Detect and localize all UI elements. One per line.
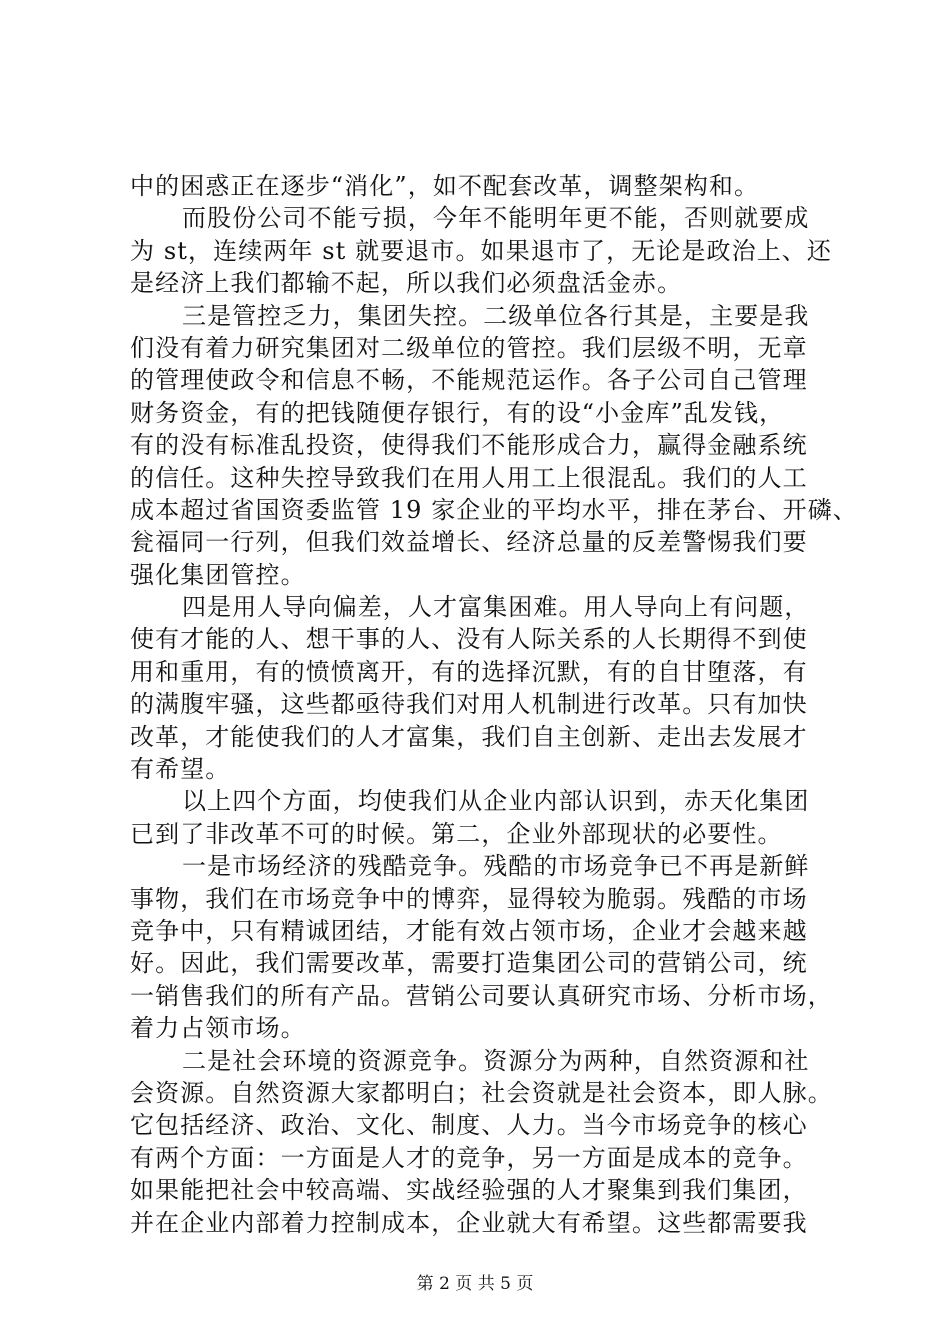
text-line: 以上四个方面，均使我们从企业内部认识到，赤天化集团	[182, 787, 810, 816]
text-line: 的满腹牢骚，这些都亟待我们对用人机制进行改革。只有加快	[130, 690, 808, 719]
text-line: 改革，才能使我们的人才富集，我们自主创新、走出去发展才	[130, 722, 808, 751]
text-line: 的管理使政令和信息不畅，不能规范运作。各子公司自己管理	[130, 366, 808, 395]
text-line: 成本超过省国资委监管 19 家企业的平均水平，排在茅台、开磷、	[130, 495, 858, 524]
text-line: 三是管控乏力，集团失控。二级单位各行其是，主要是我	[182, 301, 810, 330]
page-footer: 第 2 页 共 5 页	[416, 1274, 534, 1294]
text-line: 们没有着力研究集团对二级单位的管控。我们层级不明，无章	[130, 333, 808, 362]
text-line: 有希望。	[130, 755, 231, 784]
text-line: 二是社会环境的资源竞争。资源分为两种，自然资源和社	[182, 1046, 810, 1075]
text-line: 一是市场经济的残酷竞争。残酷的市场竞争已不再是新鲜	[182, 852, 810, 881]
text-line: 会资源。自然资源大家都明白；社会资就是社会资本，即人脉。	[130, 1078, 833, 1107]
text-line: 竞争中，只有精诚团结，才能有效占领市场，企业才会越来越	[130, 916, 808, 945]
text-line: 四是用人导向偏差，人才富集困难。用人导向上有问题，	[182, 593, 810, 622]
text-line: 而股份公司不能亏损，今年不能明年更不能，否则就要成	[182, 204, 810, 233]
text-line: 财务资金，有的把钱随便存银行，有的设“小金库”乱发钱，	[130, 398, 785, 427]
text-line: 有的没有标准乱投资，使得我们不能形成合力，赢得金融系统	[130, 431, 808, 460]
text-line: 着力占领市场。	[130, 1014, 306, 1043]
text-line: 的信任。这种失控导致我们在用人用工上很混乱。我们的人工	[130, 463, 808, 492]
text-line: 为 st，连续两年 st 就要退市。如果退市了，无论是政治上、还	[130, 236, 833, 265]
text-line: 是经济上我们都输不起，所以我们必须盘活金赤。	[130, 269, 683, 298]
text-line: 瓮福同一行列，但我们效益增长、经济总量的反差警惕我们要	[130, 528, 808, 557]
text-line: 中的困惑正在逐步“消化”，如不配套改革，调整架构和。	[130, 172, 760, 200]
text-line: 一销售我们的所有产品。营销公司要认真研究市场、分析市场，	[130, 981, 833, 1010]
text-line: 强化集团管控。	[130, 560, 306, 589]
text-line: 好。因此，我们需要改革，需要打造集团公司的营销公司，统	[130, 949, 808, 978]
text-line: 如果能把社会中较高端、实战经验强的人才聚集到我们集团，	[130, 1176, 808, 1205]
text-line: 已到了非改革不可的时候。第二，企业外部现状的必要性。	[130, 819, 783, 848]
text-line: 用和重用，有的愤愤离开，有的选择沉默，有的自甘堕落，有	[130, 657, 808, 686]
text-line: 有两个方面：一方面是人才的竞争，另一方面是成本的竞争。	[130, 1143, 808, 1172]
text-line: 并在企业内部着力控制成本，企业就大有希望。这些都需要我	[130, 1208, 808, 1237]
body-text	[130, 170, 858, 1239]
text-line: 使有才能的人、想干事的人、没有人际关系的人长期得不到使	[130, 625, 808, 654]
text-line: 事物，我们在市场竞争中的博弈，显得较为脆弱。残酷的市场	[130, 884, 808, 913]
text-line: 它包括经济、政治、文化、制度、人力。当今市场竞争的核心	[130, 1111, 808, 1140]
